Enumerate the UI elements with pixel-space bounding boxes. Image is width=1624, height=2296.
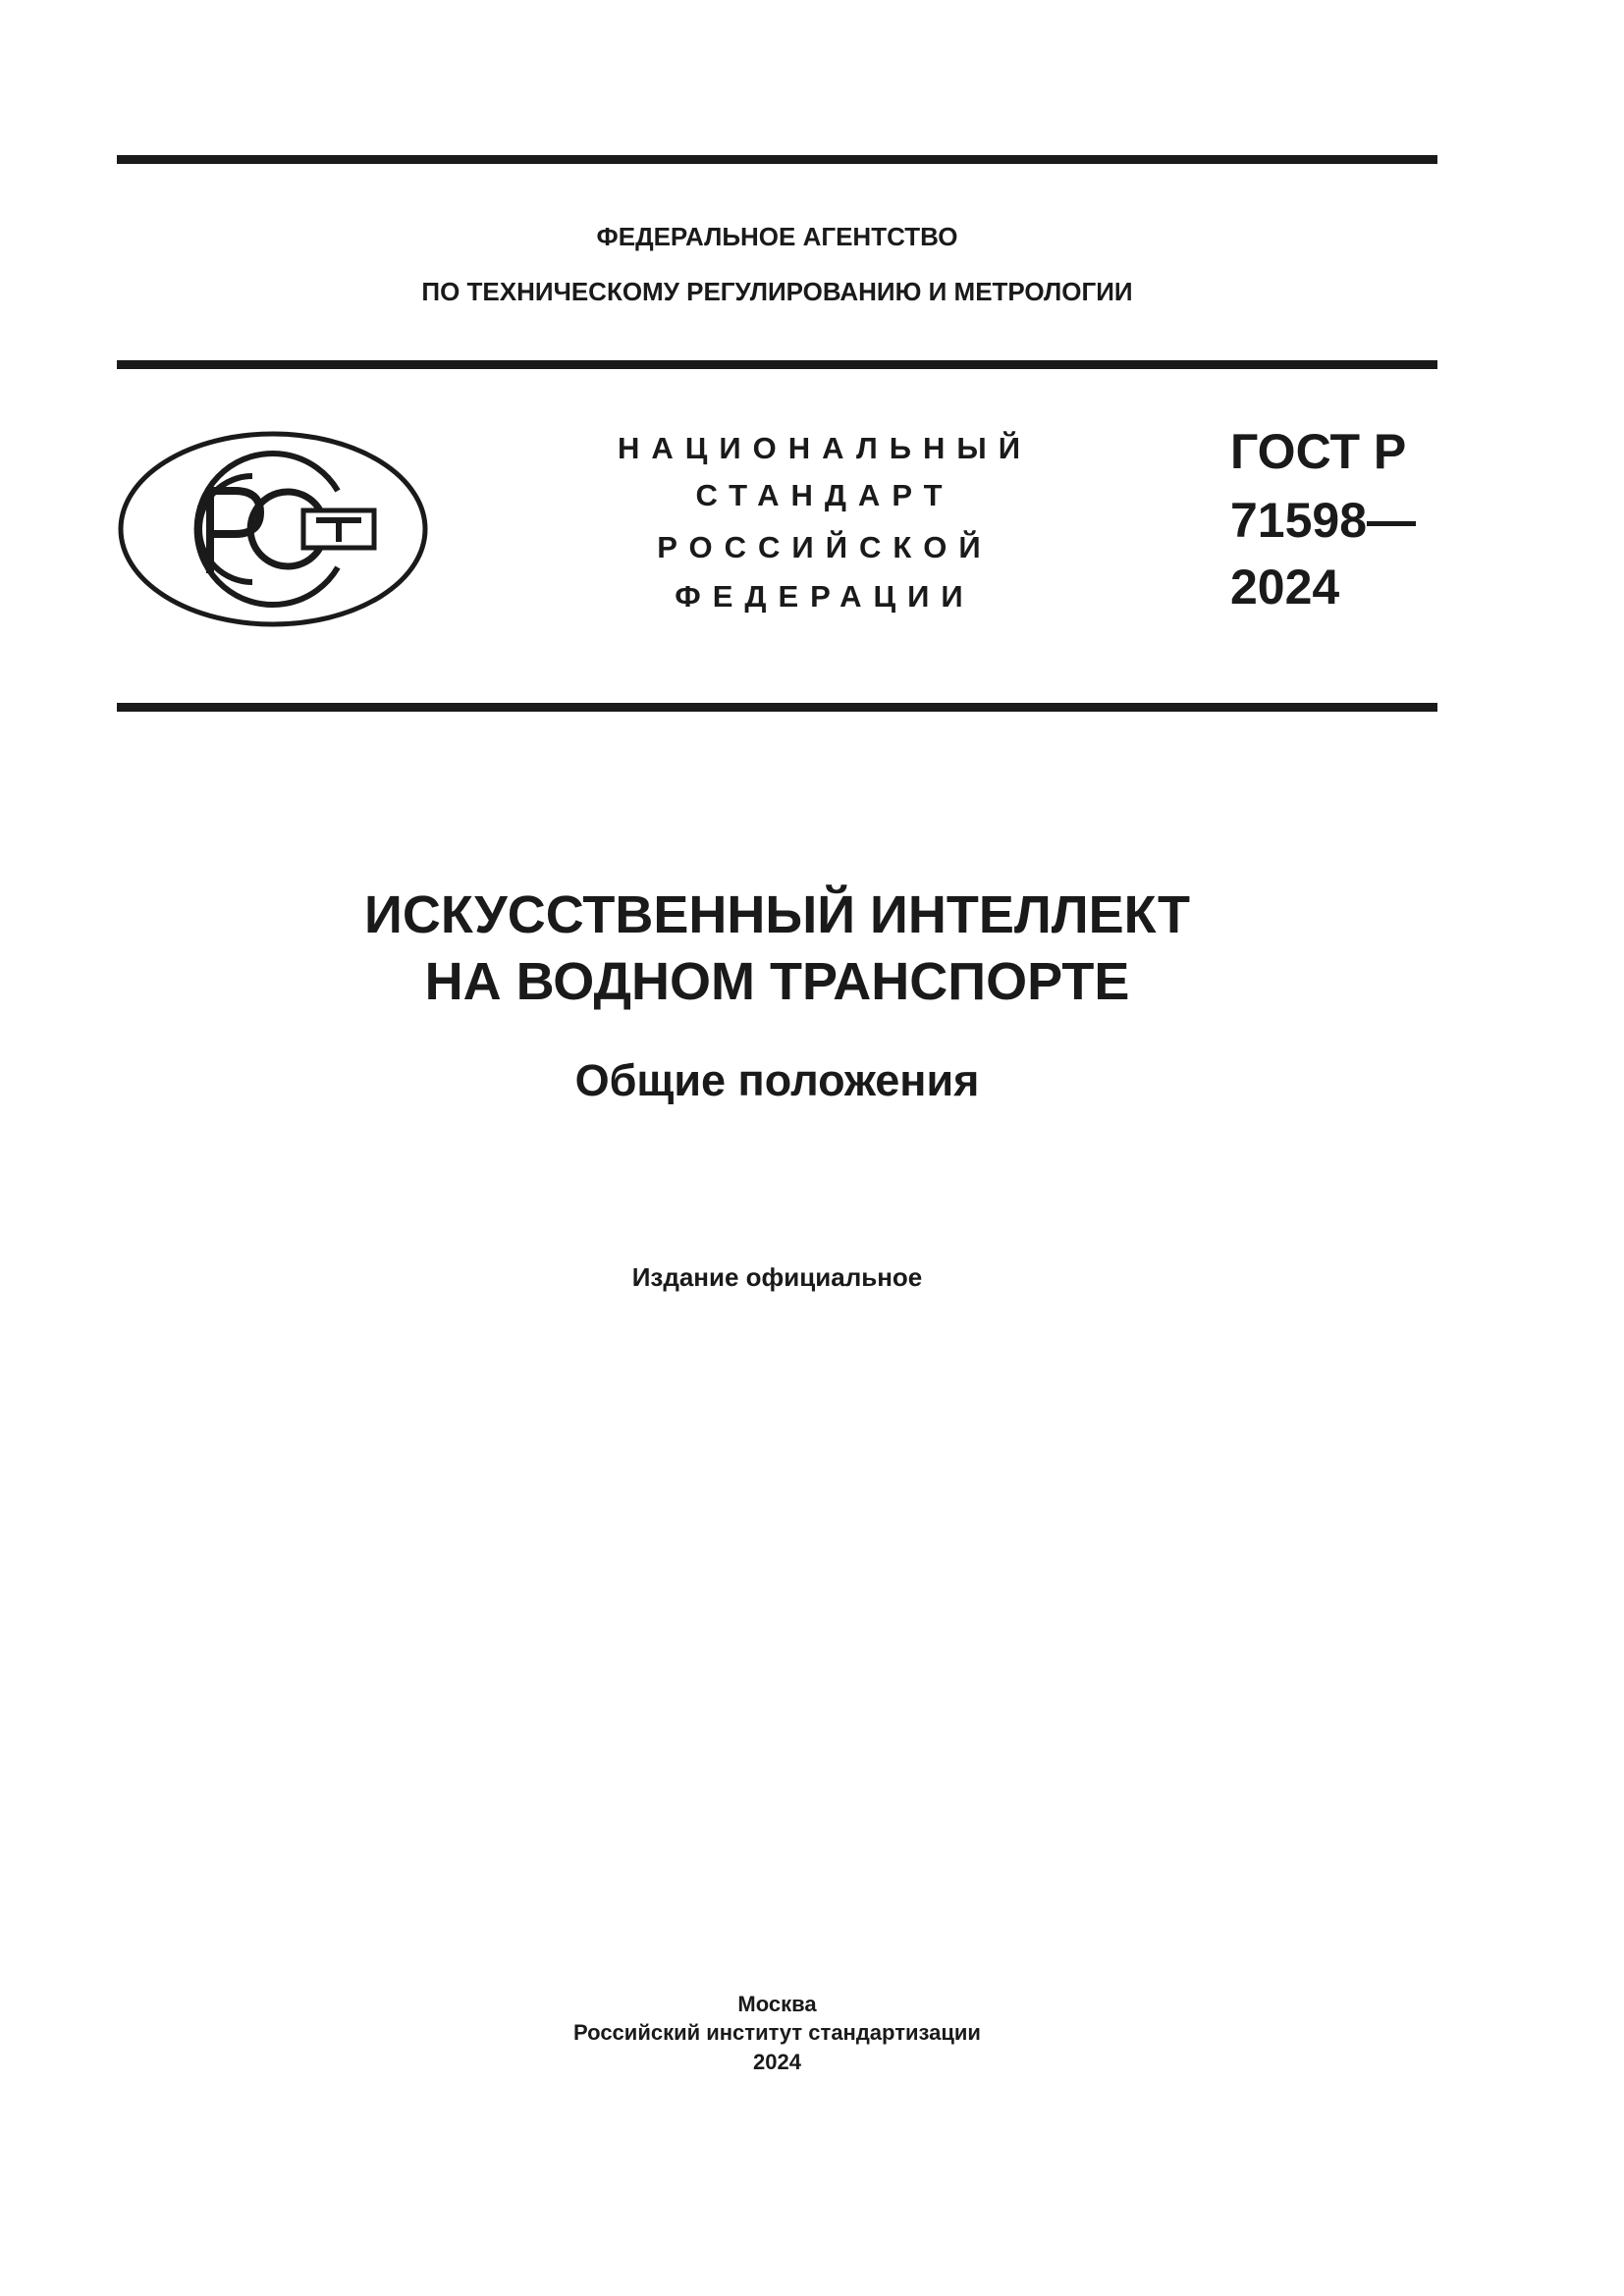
designation-line-1: ГОСТ Р [1230,424,1407,479]
agency-name-line-2: ПО ТЕХНИЧЕСКОМУ РЕГУЛИРОВАНИЮ И МЕТРОЛОГИИ [421,277,1133,306]
designation-divider-rule [117,703,1437,712]
standard-type-line-3: РОССИЙСКОЙ [657,530,993,564]
standard-type-line-2: СТАНДАРТ [695,478,954,512]
designation-line-3: 2024 [1230,560,1340,614]
document-title-line-2: НА ВОДНОМ ТРАНСПОРТЕ [424,952,1130,1011]
top-rule [117,155,1437,164]
designation-line-2: 71598— [1230,493,1417,548]
standard-type-line-4: ФЕДЕРАЦИИ [675,579,975,614]
rst-certification-mark-icon [117,430,429,628]
document-title-line-1: ИСКУССТВЕННЫЙ ИНТЕЛЛЕКТ [364,885,1190,944]
imprint-publisher: Российский институт стандартизации [573,2020,981,2045]
agency-name-line-1: ФЕДЕРАЛЬНОЕ АГЕНТСТВО [596,222,958,251]
standard-type-line-1: НАЦИОНАЛЬНЫЙ [617,431,1033,465]
imprint-city: Москва [737,1992,817,2016]
header-divider-rule [117,360,1437,369]
edition-note: Издание официальное [631,1262,923,1292]
imprint-year: 2024 [753,2050,801,2074]
document-subtitle: Общие положения [574,1055,980,1105]
